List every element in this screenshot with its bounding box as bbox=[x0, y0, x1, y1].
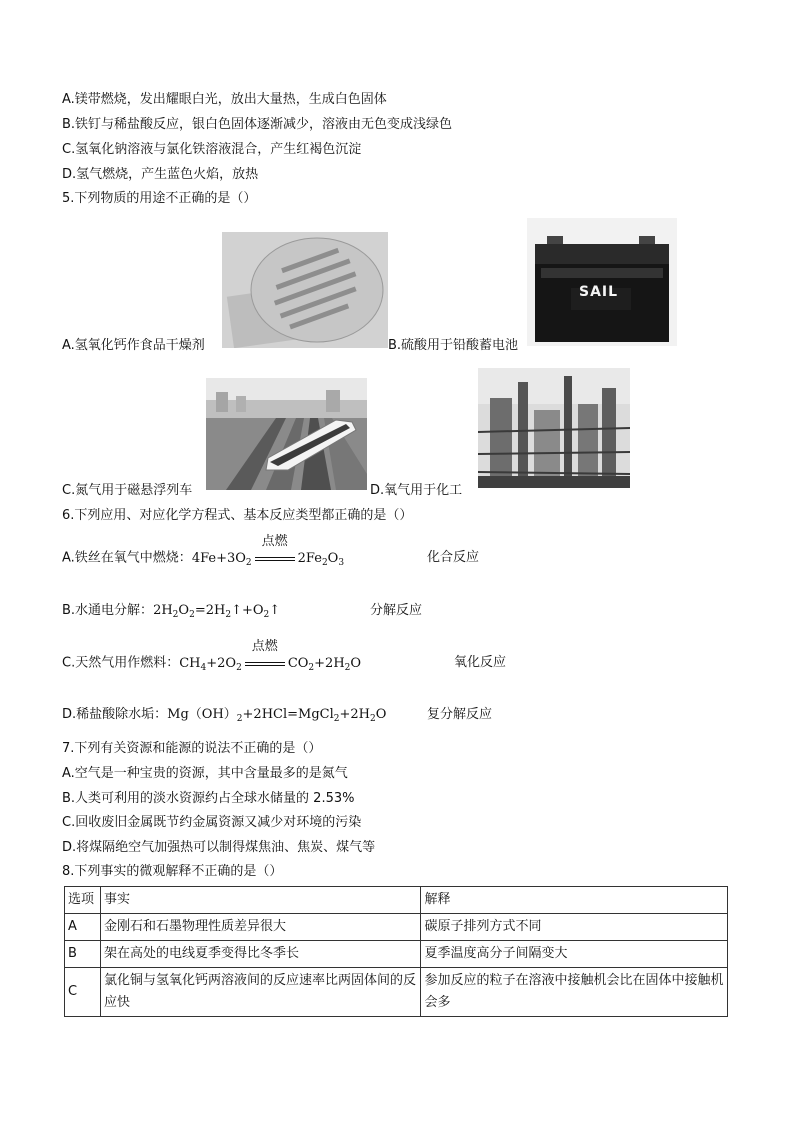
table-cell: 碳原子排列方式不同 bbox=[421, 914, 728, 941]
q6-option-a-prefix: A.铁丝在氧气中燃烧： bbox=[62, 550, 192, 566]
q6-option-b-prefix: B.水通电分解： bbox=[62, 603, 154, 618]
q7-option-d: D.将煤隔绝空气加强热可以制得煤焦油、焦炭、煤气等 bbox=[62, 840, 376, 855]
chemical-plant-image bbox=[478, 368, 630, 488]
q4-option-a: A.镁带燃烧，发出耀眼白光，放出大量热，生成白色固体 bbox=[62, 92, 387, 107]
table-row bbox=[65, 968, 728, 1017]
q4-option-c: C.氢氧化钠溶液与氯化铁溶液混合，产生红褐色沉淀 bbox=[62, 142, 362, 157]
battery-brand-text: SAIL bbox=[579, 284, 619, 300]
table-cell: B bbox=[65, 941, 101, 968]
q5-option-b: B.硫酸用于铅酸蓄电池 bbox=[388, 338, 519, 353]
table-cell: A bbox=[65, 914, 101, 941]
q6-option-d-prefix: D.稀盐酸除水垢： bbox=[62, 707, 168, 722]
q7-stem: 7.下列有关资源和能源的说法不正确的是（） bbox=[62, 741, 322, 756]
car-battery-image bbox=[527, 218, 677, 346]
table-cell: 金刚石和石墨物理性质差异很大 bbox=[100, 914, 421, 941]
q6-option-a bbox=[62, 534, 480, 573]
q6-option-d-type: 复分解反应 bbox=[427, 707, 493, 722]
q8-table bbox=[64, 886, 728, 1017]
table-row bbox=[65, 914, 728, 941]
q6-option-b-type: 分解反应 bbox=[370, 603, 423, 618]
q6-option-b-equation: $2H_2O_2=2H_2↑+O_2↑$ bbox=[153, 603, 281, 620]
table-header-cell: 解释 bbox=[421, 887, 728, 914]
q4-option-b: B.铁钉与稀盐酸反应，银白色固体逐渐减少，溶液由无色变成浅绿色 bbox=[62, 117, 453, 132]
q6-option-b bbox=[62, 601, 423, 625]
desiccant-packet-image bbox=[222, 232, 388, 348]
q6-option-a-type: 化合反应 bbox=[427, 550, 480, 565]
q8-stem: 8.下列事实的微观解释不正确的是（） bbox=[62, 864, 283, 879]
q7-option-b: B.人类可利用的淡水资源约占全球水储量的 2.53% bbox=[62, 791, 355, 806]
table-header-cell: 事实 bbox=[100, 887, 421, 914]
table-cell: 参加反应的粒子在溶液中接触机会比在固体中接触机会多 bbox=[421, 968, 728, 1017]
q5-stem: 5.下列物质的用途不正确的是（） bbox=[62, 191, 257, 206]
table-cell: 氯化铜与氢氧化钙两溶液间的反应速率比两固体间的反应快 bbox=[100, 968, 421, 1017]
q5-option-a: A.氢氧化钙作食品干燥剂 bbox=[62, 338, 205, 353]
table-header-cell: 选项 bbox=[65, 887, 101, 914]
q6-option-c-type: 氧化反应 bbox=[454, 655, 507, 670]
table-header-row bbox=[65, 887, 728, 914]
q7-option-a: A.空气是一种宝贵的资源，其中含量最多的是氮气 bbox=[62, 766, 348, 781]
q6-option-c bbox=[62, 639, 507, 678]
q6-option-d bbox=[62, 705, 493, 729]
q6-option-c-prefix: C.天然气用作燃料： bbox=[62, 655, 180, 671]
q6-option-c-equation: $CH_4+2O_2$ 点燃 $CO_2+2H_2O$ bbox=[179, 639, 362, 673]
q5-option-d: D.氧气用于化工 bbox=[370, 483, 463, 498]
ignition-condition: 点燃 bbox=[243, 653, 287, 673]
ignition-condition: 点燃 bbox=[253, 548, 297, 568]
maglev-train-image bbox=[206, 378, 367, 490]
table-cell: C bbox=[65, 968, 101, 1017]
q6-option-d-equation: $Mg(OH)_2+2HCl=MgCl_2+2H_2O$ bbox=[167, 707, 387, 724]
q5-option-c: C.氮气用于磁悬浮列车 bbox=[62, 483, 193, 498]
q6-stem: 6.下列应用、对应化学方程式、基本反应类型都正确的是（） bbox=[62, 508, 413, 523]
q7-option-c: C.回收废旧金属既节约金属资源又减少对环境的污染 bbox=[62, 815, 362, 830]
table-cell: 夏季温度高分子间隔变大 bbox=[421, 941, 728, 968]
q6-option-a-equation: $4Fe+3O_2$ 点燃 $2Fe_2O_3$ bbox=[191, 534, 345, 568]
q4-option-d: D.氢气燃烧，产生蓝色火焰，放热 bbox=[62, 167, 259, 182]
table-row bbox=[65, 941, 728, 968]
table-cell: 架在高处的电线夏季变得比冬季长 bbox=[100, 941, 421, 968]
